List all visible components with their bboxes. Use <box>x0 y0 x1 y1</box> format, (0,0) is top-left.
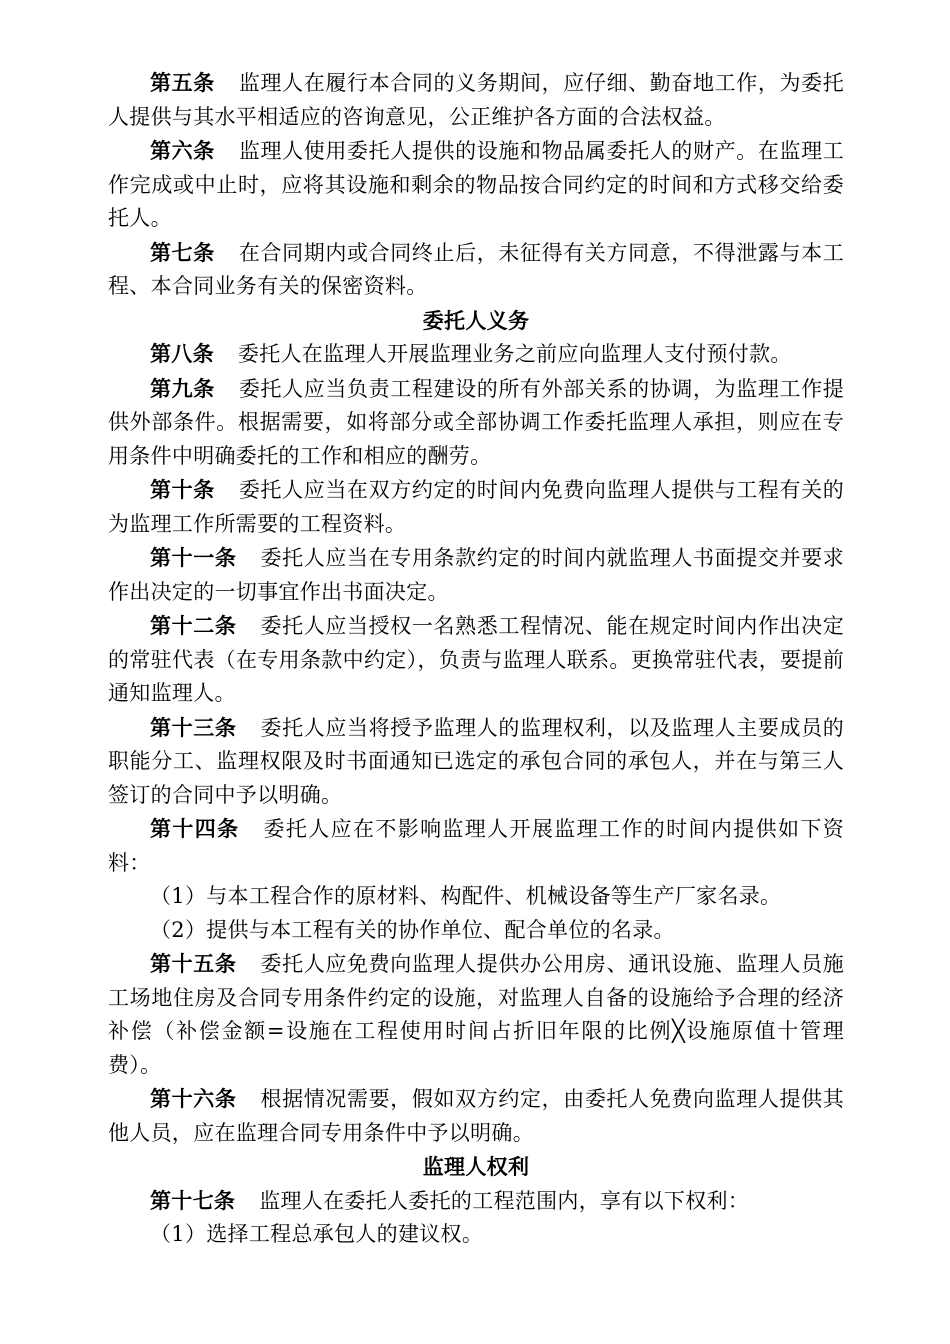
clause-number: 第十一条 <box>150 545 237 570</box>
clause-number: 第十二条 <box>150 613 237 638</box>
clause-number: 第十五条 <box>150 951 237 976</box>
clause-8 <box>108 337 844 372</box>
section-heading-supervisor-rights: 监理人权利 <box>422 1154 530 1179</box>
clause-text: 委托人应当在双方约定的时间内免费向监理人提供与工程有关的为监理工作所需要的工程资料。 <box>108 478 844 536</box>
clause-text: 委托人应当授权一名熟悉工程情况、能在规定时间内作出决定的常驻代表（在专用条款中约定），负责与监理人联系。更换常驻代表，要提前通知监理人。 <box>108 614 844 705</box>
clause-number: 第六条 <box>150 138 215 163</box>
clause-17 <box>108 1184 844 1219</box>
list-item: （1）选择工程总承包人的建议权。 <box>150 1222 484 1246</box>
section-heading-client-duties: 委托人义务 <box>422 307 530 333</box>
clause-text: 监理人在履行本合同的义务期间，应仔细、勤奋地工作，为委托人提供与其水平相适应的咨询意见，公正维护各方面的合法权益。 <box>108 71 844 129</box>
clause-6 <box>108 134 844 236</box>
clause-11 <box>108 541 844 609</box>
clause-text: 委托人应当将授予监理人的监理权利，以及监理人主要成员的职能分工、监理权限及时书面通知已选定的承包合同的承包人，并在与第三人签订的合同中予以明确。 <box>108 715 844 807</box>
clause-text: 根据情况需要，假如双方约定，由委托人免费向监理人提供其他人员，应在监理合同专用条件中予以明确。 <box>108 1087 844 1145</box>
clause-text: 在合同期内或合同终止后，未征得有关方同意，不得泄露与本工程、本合同业务有关的保密资料。 <box>108 240 844 298</box>
clause-text: 委托人应免费向监理人提供办公用房、通讯设施、监理人员施工场地住房及合同专用条件约定的设施，对监理人自备的设施给予合理的经济补偿（补偿金额=设施在工程使用时间占折旧年限的比例╳设施原值十管理费）。 <box>108 952 844 1077</box>
document-page <box>108 66 844 1252</box>
clause-16 <box>108 1082 844 1150</box>
list-item: （2）提供与本工程有关的协作单位、配合单位的名录。 <box>150 917 675 942</box>
clause-text: 委托人应当负责工程建设的所有外部关系的协调，为监理工作提供外部条件。根据需要，如将部分或全部协调工作委托监理人承担，则应在专用条件中明确委托的工作和相应的酬劳。 <box>108 376 844 468</box>
clause-text: 委托人在监理人开展监理业务之前应向监理人支付预付款。 <box>237 342 792 366</box>
clause-number: 第九条 <box>150 375 215 401</box>
clause-number: 第十条 <box>150 477 215 502</box>
clause-number: 第十六条 <box>150 1086 237 1111</box>
clause-number: 第十四条 <box>150 816 240 841</box>
clause-text: 监理人使用委托人提供的设施和物品属委托人的财产。在监理工作完成或中止时，应将其设施和剩余的物品按合同约定的时间和方式移交给委托人。 <box>108 139 844 230</box>
clause-7 <box>108 236 844 304</box>
clause-number: 第七条 <box>150 239 215 265</box>
clause-9 <box>108 372 844 474</box>
clause-13 <box>108 711 844 813</box>
clause-number: 第八条 <box>150 341 214 366</box>
list-item: （1）与本工程合作的原材料、构配件、机械设备等生产厂家名录。 <box>150 884 782 908</box>
clause-10 <box>108 473 844 541</box>
clause-text: 委托人应在不影响监理人开展监理工作的时间内提供如下资料： <box>108 817 844 875</box>
clause-5 <box>108 66 844 134</box>
clause-15 <box>108 947 844 1082</box>
clause-text: 监理人在委托人委托的工程范围内，享有以下权利： <box>259 1188 750 1213</box>
clause-14 <box>108 812 844 880</box>
clause-number: 第十三条 <box>150 714 237 740</box>
clause-text: 委托人应当在专用条款约定的时间内就监理人书面提交并要求作出决定的一切事宜作出书面决定。 <box>108 546 844 604</box>
clause-number: 第十七条 <box>150 1187 236 1213</box>
clause-12 <box>108 609 844 711</box>
clause-number: 第五条 <box>150 70 215 95</box>
